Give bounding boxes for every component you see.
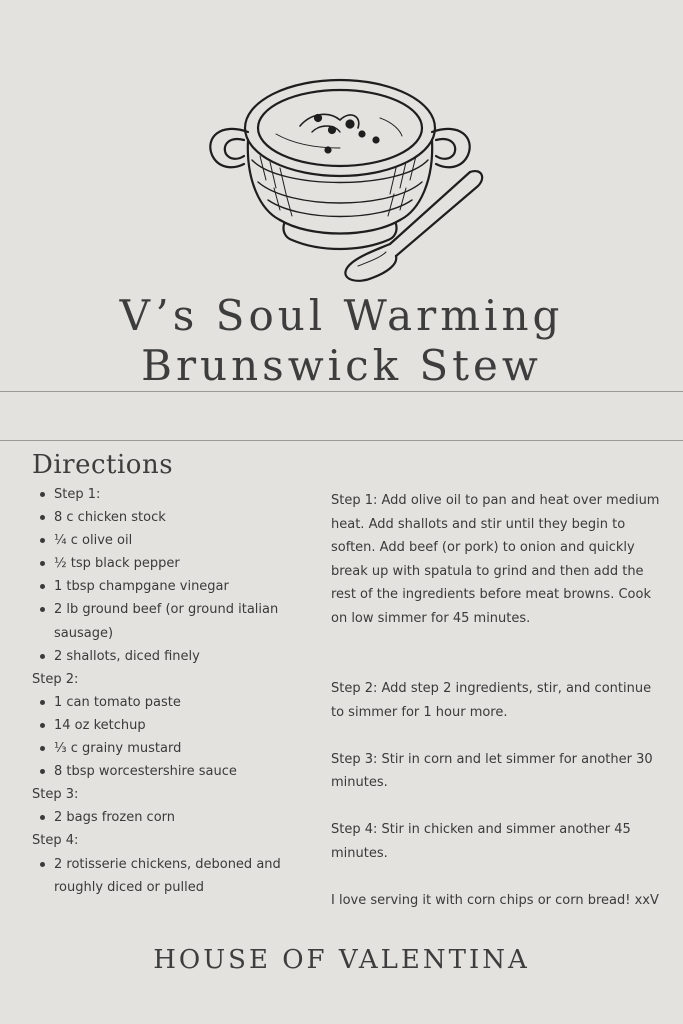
step4-group xyxy=(32,853,292,899)
list-item: 1 tbsp champgane vinegar xyxy=(32,575,292,598)
list-item: 1 can tomato paste xyxy=(32,691,292,714)
list-item: ¼ c olive oil xyxy=(32,529,292,552)
step1-label: Step 1: xyxy=(32,483,292,506)
step2-group xyxy=(32,691,292,783)
footer-brand: HOUSE OF VALENTINA xyxy=(153,945,530,975)
divider-bottom xyxy=(0,440,683,441)
list-item: 8 c chicken stock xyxy=(32,506,292,529)
step4-instruction: Step 4: Stir in chicken and simmer another 45 minutes. xyxy=(331,822,631,861)
list-item: 2 rotisserie chickens, deboned and roughly diced or pulled xyxy=(32,853,292,899)
list-item: ⅓ c grainy mustard xyxy=(32,737,292,760)
step4-label: Step 4: xyxy=(32,833,79,849)
step1-group xyxy=(32,483,292,668)
directions-heading: Directions xyxy=(32,450,174,480)
divider-top xyxy=(0,391,683,392)
step3-instruction: Step 3: Stir in corn and let simmer for another 30 minutes. xyxy=(331,751,653,790)
recipe-title-line-2: Brunswick Stew xyxy=(141,341,542,390)
list-item: 2 shallots, diced finely xyxy=(32,645,292,668)
soup-bowl-illustration xyxy=(200,60,490,285)
list-item: 8 tbsp worcestershire sauce xyxy=(32,760,292,783)
list-item: 2 bags frozen corn xyxy=(32,806,292,829)
closing-note: I love serving it with corn chips or corn bread! xxV xyxy=(331,892,659,908)
instructions xyxy=(331,489,661,912)
step3-group xyxy=(32,806,292,829)
list-item: ½ tsp black pepper xyxy=(32,552,292,575)
step3-label: Step 3: xyxy=(32,787,79,803)
step1-instruction: Step 1: Add olive oil to pan and heat over medium heat. Add shallots and stir until they begin to soften. Add beef (or pork) to onion and quickly break up with spatula to grind and then add the rest of the ingredients before meat browns. Cook on low simmer for 45 minutes. xyxy=(331,493,660,626)
list-item: 2 lb ground beef (or ground italian sausage) xyxy=(32,598,292,644)
step2-label: Step 2: xyxy=(32,671,79,687)
step2-instruction: Step 2: Add step 2 ingredients, stir, and continue to simmer for 1 hour more. xyxy=(331,681,652,720)
recipe-title-line-1: V’s Soul Warming xyxy=(119,291,564,340)
list-item: 14 oz ketchup xyxy=(32,714,292,737)
ingredients-list xyxy=(32,483,292,899)
